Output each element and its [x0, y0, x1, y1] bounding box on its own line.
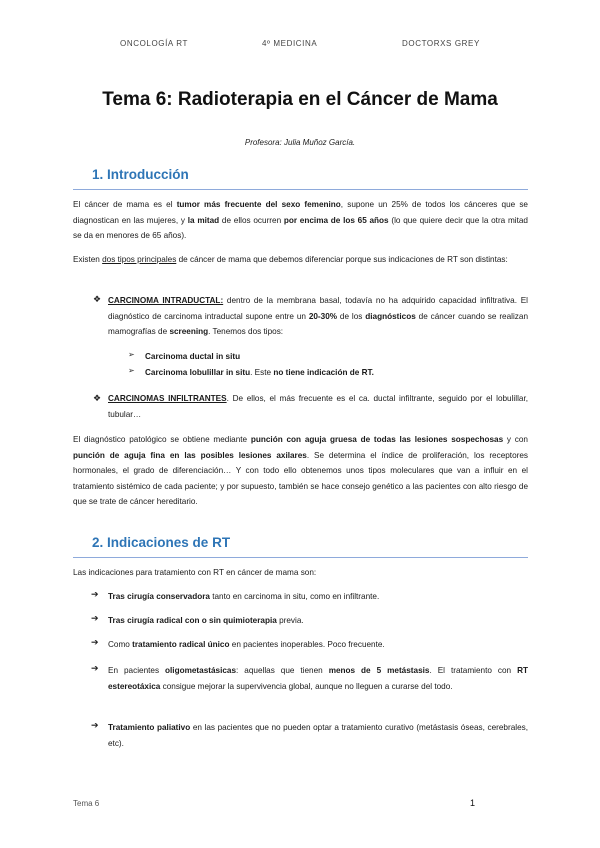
- arrow-right-icon: ➔: [91, 663, 99, 673]
- intro-paragraph-2: Existen dos tipos principales de cáncer de mama que debemos diferenciar porque sus indicaciones de RT son distintas:: [73, 255, 508, 264]
- arrowhead-bullet-icon: ➢: [128, 350, 135, 359]
- arrow-right-icon: ➔: [91, 637, 99, 647]
- indication-item-4: En pacientes oligometastásicas: aquellas que tienen menos de 5 metástasis. El tratamiento con RT estereotáxica consigue mejorar la supervivencia global, aunque no lleguen a curarse del todo.: [108, 666, 528, 691]
- indication-item-3: Como tratamiento radical único en pacientes inoperables. Poco frecuente.: [108, 640, 385, 649]
- indication-item-1: Tras cirugía conservadora tanto en carcinoma in situ, como en infiltrante.: [108, 592, 380, 601]
- arrowhead-bullet-icon: ➢: [128, 366, 135, 375]
- intro-paragraph-1: El cáncer de mama es el tumor más frecuente del sexo femenino, supone un 25% de todos los cánceres que se diagnostican en las mujeres, y la mitad de ellos ocurren por encima de los 65 años (lo que quiere decir que la otra mitad se da en menores de 65 años).: [73, 200, 528, 241]
- document-title: Tema 6: Radioterapia en el Cáncer de Mama: [102, 89, 498, 110]
- intro-paragraph-3: El diagnóstico patológico se obtiene mediante punción con aguja gruesa de todas las lesiones sospechosas y con punción de aguja fina en las posibles lesiones axilares. Se determina el índice de proliferación, los receptores hormonales, el grado de diferenciación… Y con todo ello obtenemos unos tipos moleculares que van a influir en el tratamiento sistémico de cada paciente; y por supuesto, también se hace consejo genético a las pacientes con alto riesgo de que se trate de cáncer hereditario.: [73, 435, 529, 507]
- header-year: 4º MEDICINA: [262, 39, 318, 48]
- indication-item-2: Tras cirugía radical con o sin quimioterapia previa.: [108, 616, 304, 625]
- arrow-right-icon: ➔: [91, 589, 99, 599]
- header-group: DOCTORXS GREY: [402, 39, 480, 48]
- section-title: Introducción: [107, 167, 189, 182]
- section-heading-indicaciones: [92, 535, 230, 550]
- footer-topic: Tema 6: [73, 799, 100, 808]
- indications-lead: Las indicaciones para tratamiento con RT en cáncer de mama son:: [73, 568, 317, 577]
- diamond-bullet-icon: ❖: [93, 393, 102, 403]
- section-title: Indicaciones de RT: [107, 535, 231, 550]
- indication-item-5: Tratamiento paliativo en las pacientes que no pueden optar a tratamiento curativo (metástasis óseas, cerebrales, etc).: [108, 723, 528, 748]
- section-rule: [73, 189, 528, 190]
- section-heading-introduccion: [92, 167, 189, 182]
- arrow-right-icon: ➔: [91, 613, 99, 623]
- bullet-carcinoma-intraductal: CARCINOMA INTRADUCTAL: dentro de la membrana basal, todavía no ha adquirido capacidad infiltrativa. El diagnóstico de carcinoma intraductal supone entre un 20-30% de los diagnósticos de cáncer cuando se realizan mamografías de screening. Tenemos dos tipos:: [108, 296, 528, 337]
- section-number: 1.: [92, 167, 104, 182]
- diamond-bullet-icon: ❖: [93, 294, 102, 304]
- page-number: 1: [470, 798, 476, 808]
- professor-line: Profesora: Julia Muñoz García.: [244, 138, 356, 147]
- sub-item-lobulillar: Carcinoma lobulillar in situ. Este no tiene indicación de RT.: [145, 368, 374, 377]
- arrow-right-icon: ➔: [91, 720, 99, 730]
- section-number: 2.: [92, 535, 104, 550]
- header-course: ONCOLOGÍA RT: [120, 39, 188, 48]
- page-header: [0, 39, 600, 53]
- bullet-carcinomas-infiltrantes: CARCINOMAS INFILTRANTES. De ellos, el más frecuente es el ca. ductal infiltrante, seguido por el lobulillar, tubular…: [108, 394, 528, 419]
- sub-item-ductal: Carcinoma ductal in situ: [145, 352, 241, 361]
- section-rule: [73, 557, 528, 558]
